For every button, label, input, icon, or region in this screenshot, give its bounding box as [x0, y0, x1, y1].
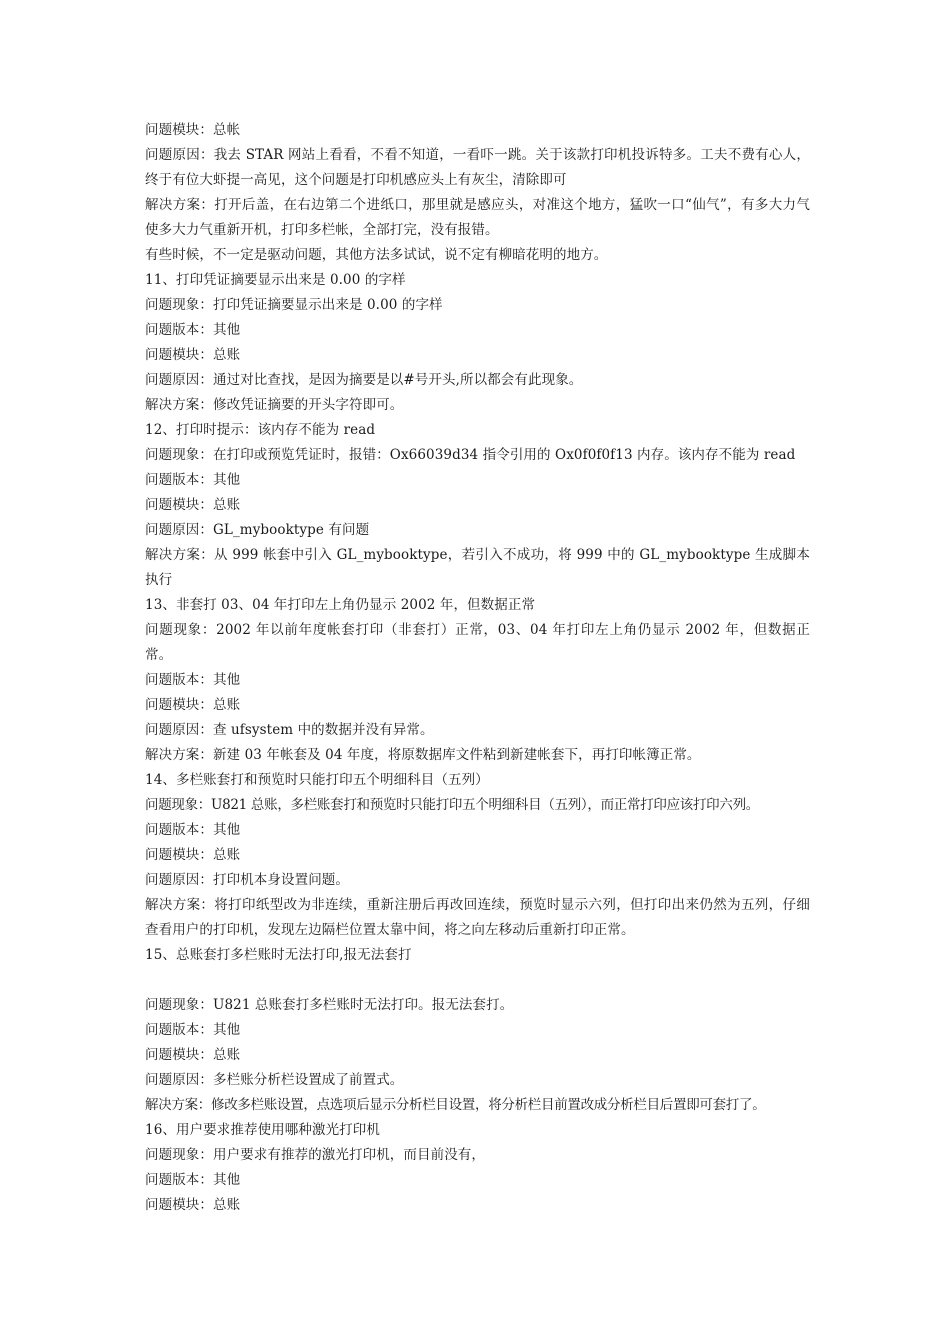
- text-line: 问题原因：打印机本身设置问题。: [145, 872, 349, 888]
- text-line: 问题版本：其他: [145, 1022, 241, 1038]
- text-line: 问题现象：U821 总账，多栏账套打和预览时只能打印五个明细科目（五列），而正常打印应该打印六列。: [145, 797, 759, 813]
- text-line: 问题版本：其他: [145, 322, 241, 338]
- text-paragraph: 解决方案：打开后盖，在右边第二个进纸口，那里就是感应头，对准这个地方，猛吹一口“仙气”，有多大力气使多大力气重新开机，打印多栏帐，全部打完，没有报错。: [145, 197, 810, 238]
- document-page: [145, 118, 810, 1218]
- text-line: 有些时候，不一定是驱动问题，其他方法多试试，说不定有柳暗花明的地方。: [145, 247, 608, 263]
- text-line: 问题版本：其他: [145, 472, 241, 488]
- text-line: 问题模块：总账: [145, 1197, 241, 1213]
- text-line: 问题版本：其他: [145, 1172, 241, 1188]
- text-paragraph: 解决方案：将打印纸型改为非连续，重新注册后再改回连续，预览时显示六列，但打印出来仍然为五列，仔细查看用户的打印机，发现左边隔栏位置太靠中间，将之向左移动后重新打印正常。: [145, 897, 810, 938]
- text-line: 解决方案：新建 03 年帐套及 04 年度，将原数据库文件粘到新建帐套下，再打印帐簿正常。: [145, 747, 701, 763]
- text-line: 问题原因：查 ufsystem 中的数据并没有异常。: [145, 722, 434, 738]
- section-heading: 14、多栏账套打和预览时只能打印五个明细科目（五列）: [145, 772, 489, 788]
- text-line: 问题现象：打印凭证摘要显示出来是 0.00 的字样: [145, 297, 443, 313]
- text-line: 问题现象：用户要求有推荐的激光打印机，而目前没有，: [145, 1147, 485, 1163]
- text-line: 问题原因：多栏账分析栏设置成了前置式。: [145, 1072, 404, 1088]
- section-heading: 16、用户要求推荐使用哪种激光打印机: [145, 1122, 380, 1138]
- text-line: 问题模块：总账: [145, 697, 241, 713]
- text-line: 问题原因：GL_mybooktype 有问题: [145, 522, 370, 538]
- text-line: 问题版本：其他: [145, 672, 241, 688]
- text-line: 问题模块：总账: [145, 847, 241, 863]
- section-heading: 11、打印凭证摘要显示出来是 0.00 的字样: [145, 272, 406, 288]
- text-line: 解决方案：修改多栏账设置，点选项后显示分析栏目设置，将分析栏目前置改成分析栏目后置即可套打了。: [145, 1097, 766, 1113]
- text-line: 问题模块：总账: [145, 1047, 241, 1063]
- text-line: 问题原因：通过对比查找，是因为摘要是以#号开头,所以都会有此现象。: [145, 372, 583, 388]
- section-heading: 13、非套打 03、04 年打印左上角仍显示 2002 年，但数据正常: [145, 597, 536, 613]
- text-paragraph: 解决方案：从 999 帐套中引入 GL_mybooktype，若引入不成功，将 999 中的 GL_mybooktype 生成脚本执行: [145, 547, 810, 588]
- text-line: 解决方案：修改凭证摘要的开头字符即可。: [145, 397, 404, 413]
- text-line: 问题现象：在打印或预览凭证时，报错：Ox66039d34 指令引用的 Ox0f0f0f13 内存。该内存不能为 read: [145, 447, 796, 463]
- text-paragraph: 问题现象：2002 年以前年度帐套打印（非套打）正常，03、04 年打印左上角仍显示 2002 年，但数据正常。: [145, 622, 810, 663]
- section-heading: 15、总账套打多栏账时无法打印,报无法套打: [145, 947, 412, 963]
- text-line: 问题模块：总账: [145, 347, 241, 363]
- text-line: 问题模块：总帐: [145, 122, 241, 138]
- text-line: 问题现象：U821 总账套打多栏账时无法打印。报无法套打。: [145, 997, 514, 1013]
- text-paragraph: 问题原因：我去 STAR 网站上看看，不看不知道，一看吓一跳。关于该款打印机投诉特多。工夫不费有心人，终于有位大虾提一高见，这个问题是打印机感应头上有灰尘，清除即可: [145, 147, 810, 188]
- text-line: 问题模块：总账: [145, 497, 241, 513]
- blank-line: [145, 968, 810, 993]
- section-heading: 12、打印时提示：该内存不能为 read: [145, 422, 376, 438]
- text-line: 问题版本：其他: [145, 822, 241, 838]
